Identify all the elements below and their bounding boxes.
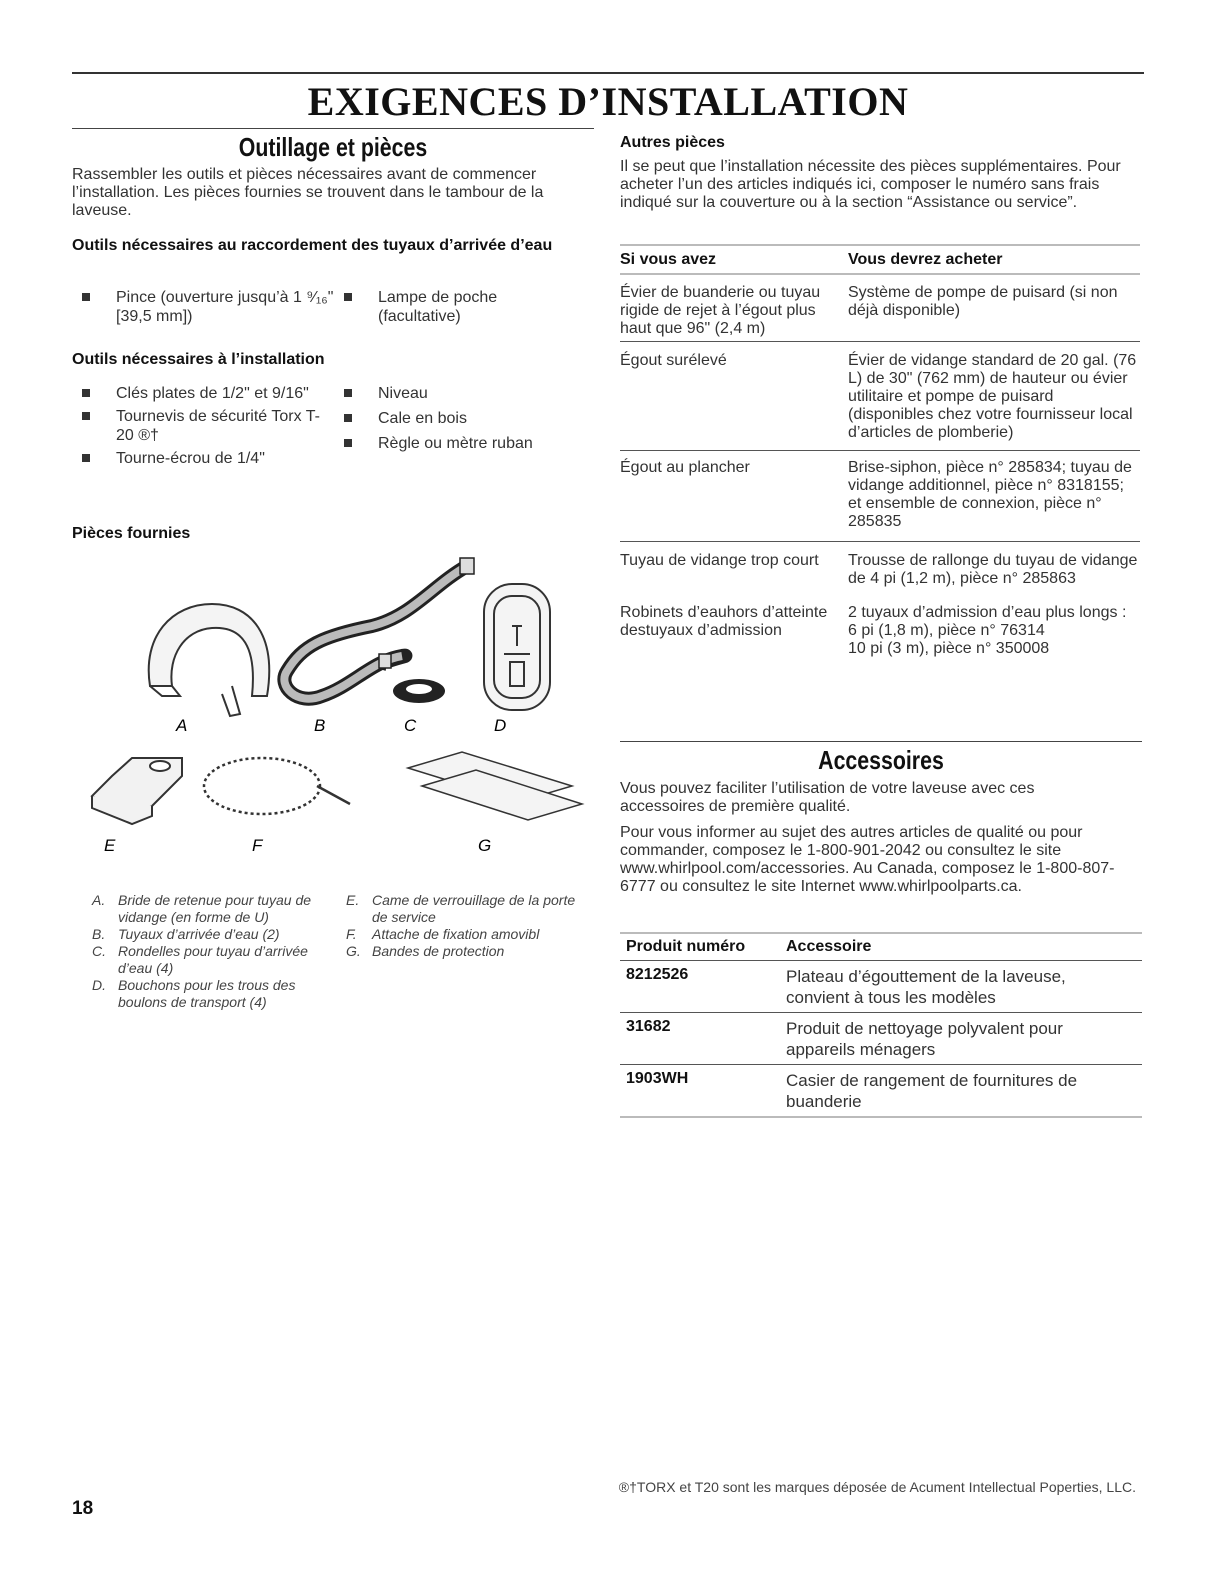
water-tools-col2 [334, 288, 574, 330]
caption-item: C. Rondelles pour tuyau d’arrivée d’eau (4) [92, 943, 308, 976]
list-item: Niveau [334, 384, 574, 403]
subheading-water-tools: Outils nécessaires au raccordement des tuyaux d’arrivée d’eau [72, 237, 553, 254]
table-cell: Égout surélevé [620, 352, 727, 369]
accessory-name: Produit de nettoyage polyvalent pour appareils ménagers [786, 1019, 1063, 1059]
product-number: 8212526 [626, 966, 689, 983]
table-cell: Égout au plancher [620, 459, 750, 476]
list-item: Clés plates de 1/2" et 9/16" [72, 384, 334, 403]
caption-item: F. Attache de fixation amovibl [346, 926, 540, 942]
caption-item: B. Tuyaux d’arrivée d’eau (2) [92, 926, 280, 942]
accessories-table [620, 932, 1142, 1118]
table-header: Produit numéro [626, 938, 746, 955]
table-header: Accessoire [786, 938, 872, 955]
install-tools-col1 [72, 384, 334, 472]
list-item: Cale en bois [334, 409, 574, 428]
list-item: Pince (ouverture jusqu’à 1 ⁹⁄₁₆" [39,5 mm]) [72, 288, 334, 326]
figure-label: C [404, 716, 417, 735]
product-number: 31682 [626, 1018, 671, 1035]
protective-strips-icon [408, 752, 582, 820]
section-rule [620, 741, 1142, 742]
other-parts-table [620, 244, 1140, 658]
list-item: Règle ou mètre ruban [334, 434, 574, 453]
captions-col1 [92, 892, 337, 1011]
door-lock-cam-icon [92, 758, 182, 824]
list-item: Tourne-écrou de 1/4" [72, 449, 334, 468]
tools-intro: Rassembler les outils et pièces nécessaires avant de commencer l’installation. Les pièces fournies se trouvent dans le tambour de la laveuse. [72, 166, 544, 219]
figure-label: G [478, 836, 492, 855]
water-tools-col1 [72, 288, 334, 330]
table-header-row [620, 933, 1142, 961]
table-row [620, 596, 1140, 658]
accessory-name: Plateau d’égouttement de la laveuse, convient à tous les modèles [786, 967, 1066, 1007]
figure-label: A [176, 716, 188, 735]
subheading-other-parts: Autres pièces [620, 134, 725, 151]
table-cell: Évier de buanderie ou tuyau rigide de rejet à l’égout plus haut que 96" (2,4 m) [620, 284, 821, 337]
table-row [620, 342, 1140, 451]
table-cell: Système de pompe de puisard (si non déjà disponible) [848, 284, 1118, 319]
section-rule [72, 128, 594, 129]
table-row [620, 274, 1140, 342]
table-row [620, 542, 1140, 597]
top-rule [72, 72, 1144, 74]
table-row [620, 961, 1142, 1013]
washer-icon [393, 679, 445, 703]
cable-tie-icon [204, 758, 350, 814]
page-title: EXIGENCES D’INSTALLATION [307, 79, 909, 124]
trademark-note: ®†TORX et T20 sont les marques déposée de Acument Intellectual Poperties, LLC. [618, 1479, 1136, 1495]
install-tools-col2 [334, 384, 574, 457]
table-cell: Tuyau de vidange trop court [620, 552, 819, 569]
captions-col2 [346, 892, 576, 960]
table-row [620, 451, 1140, 542]
accessories-ordering: Pour vous informer au sujet des autres articles de qualité ou pour commander, composez le 1-800-901-2042 ou consultez le site www.whirlpool.com/accessories. Au Canada, composez le 1-800-807-6777 ou consultez le site Internet www.whirlpoolparts.ca. [620, 824, 1115, 895]
parts-illustration [72, 546, 592, 866]
figure-label: D [494, 716, 507, 735]
table-cell: Robinets d’eauhors d’atteinte destuyaux d’admission [620, 604, 828, 639]
figure-label: F [252, 836, 263, 855]
caption-item: A. Bride de retenue pour tuyau de vidange (en forme de U) [92, 892, 312, 925]
caption-item: D. Bouchons pour les trous des boulons de transport (4) [92, 977, 296, 1010]
product-number: 1903WH [626, 1070, 689, 1087]
figure-label: B [314, 716, 326, 735]
table-cell: Trousse de rallonge du tuyau de vidange de 4 pi (1,2 m), pièce n° 285863 [848, 552, 1138, 587]
table-cell: Brise-siphon, pièce n° 285834; tuyau de vidange additionnel, pièce n° 8318155; et ensemble de connexion, pièce n° 285835 [848, 459, 1132, 530]
table-cell: Évier de vidange standard de 20 gal. (76 L) de 30" (762 mm) de hauteur ou évier utilitaire et pompe de puisard (disponibles chez votre fournisseur local d’articles de plomberie) [848, 352, 1137, 441]
table-header-row [620, 245, 1140, 274]
section-heading-tools: Outillage et pièces [238, 132, 428, 162]
table-cell: 2 tuyaux d’admission d’eau plus longs : 6 pi (1,8 m), pièce n° 76314 10 pi (3 m), pièce n° 350008 [848, 604, 1127, 657]
page-number: 18 [72, 1498, 94, 1519]
list-item: Lampe de poche (facultative) [334, 288, 574, 326]
table-header: Si vous avez [620, 251, 717, 268]
transport-plug-icon [484, 584, 550, 710]
other-parts-intro: Il se peut que l’installation nécessite des pièces supplémentaires. Pour acheter l’un des articles indiqués ici, composer le numéro sans frais indiqué sur la couverture ou à la section “Assistance ou service”. [620, 158, 1121, 211]
subheading-supplied-parts: Pièces fournies [72, 525, 191, 542]
accessories-intro: Vous pouvez faciliter l’utilisation de votre laveuse avec ces accessoires de première qualité. [620, 780, 1035, 815]
subheading-install-tools: Outils nécessaires à l’installation [72, 351, 325, 368]
caption-item: G. Bandes de protection [346, 943, 505, 959]
drain-hose-bracket-icon [149, 604, 270, 716]
table-header: Vous devrez acheter [848, 251, 1003, 268]
table-row [620, 1065, 1142, 1118]
list-item: Tournevis de sécurité Torx T-20 ®† [72, 407, 334, 445]
table-row [620, 1013, 1142, 1065]
section-heading-accessories: Accessoires [818, 745, 944, 775]
caption-item: E. Came de verrouillage de la porte de service [346, 892, 576, 925]
water-hose-icon [284, 558, 474, 699]
accessory-name: Casier de rangement de fournitures de buanderie [786, 1071, 1078, 1111]
figure-label: E [104, 836, 116, 855]
